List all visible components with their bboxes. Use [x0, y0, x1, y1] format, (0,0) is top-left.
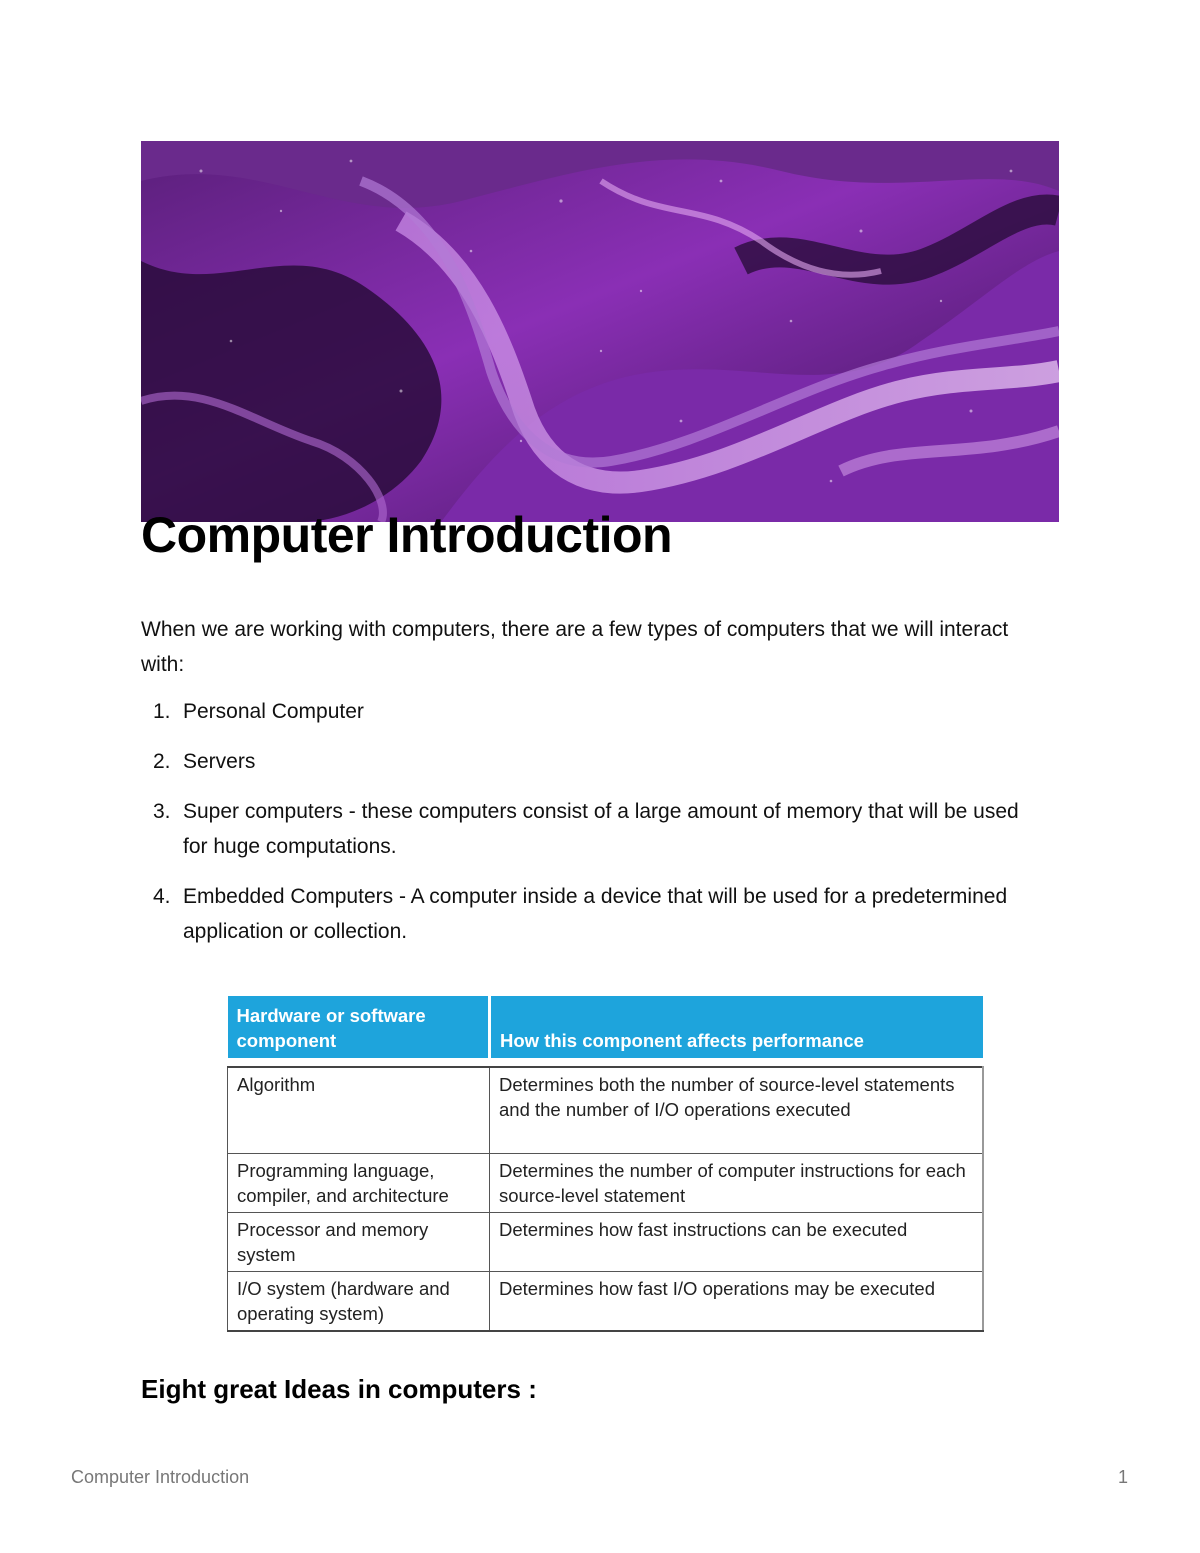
- list-item: [141, 744, 1041, 779]
- footer-title: Computer Introduction: [71, 1467, 250, 1487]
- list-item: [141, 694, 1041, 729]
- table-cell: Algorithm: [228, 1067, 490, 1154]
- table-row: [228, 1213, 983, 1272]
- list-item-text: Embedded Computers - A computer inside a device that will be used for a predetermined application or collection.: [183, 885, 1008, 943]
- cover-image: [141, 141, 1059, 522]
- table-cell: Programming language, compiler, and architecture: [228, 1154, 490, 1213]
- table-header-performance: How this component affects performance: [490, 996, 983, 1058]
- table-cell: I/O system (hardware and operating system): [228, 1272, 490, 1332]
- table-row: [228, 1272, 983, 1332]
- list-number: 1.: [153, 700, 171, 723]
- table-header-component: Hardware or software component: [228, 996, 490, 1058]
- list-item-text: Super computers - these computers consist of a large amount of memory that will be used for huge computations.: [183, 800, 1019, 858]
- computer-types-list: [141, 694, 1041, 964]
- table-cell: Processor and memory system: [228, 1213, 490, 1272]
- footer-page-number: 1: [1118, 1467, 1129, 1487]
- list-item-text: Personal Computer: [183, 700, 364, 723]
- list-item: [141, 879, 1041, 949]
- list-number: 4.: [153, 885, 171, 908]
- list-item: [141, 794, 1041, 864]
- table-row: [228, 1067, 983, 1154]
- page-title: Computer Introduction: [141, 507, 673, 563]
- table-header-row: [228, 996, 983, 1058]
- list-item-text: Servers: [183, 750, 256, 773]
- table-cell: Determines how fast instructions can be executed: [490, 1213, 983, 1272]
- table-cell: Determines both the number of source-level statements and the number of I/O operations executed: [490, 1067, 983, 1154]
- table-cell: Determines how fast I/O operations may be executed: [490, 1272, 983, 1332]
- list-number: 3.: [153, 800, 171, 823]
- intro-paragraph: When we are working with computers, there are a few types of computers that we will interact with:: [141, 618, 1009, 676]
- section-heading: Eight great Ideas in computers :: [141, 1374, 537, 1404]
- list-number: 2.: [153, 750, 171, 773]
- table-cell: Determines the number of computer instructions for each source-level statement: [490, 1154, 983, 1213]
- table-row: [228, 1154, 983, 1213]
- performance-table: [227, 996, 984, 1332]
